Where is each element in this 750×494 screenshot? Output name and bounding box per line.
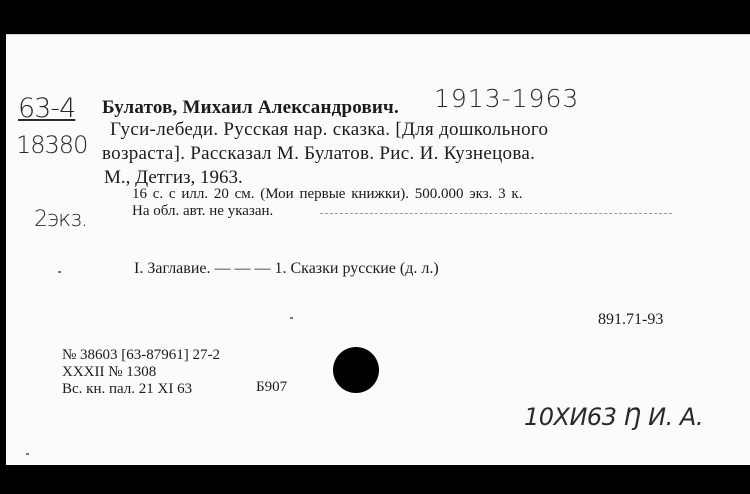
- handwritten-call-number-top: 63-4: [18, 93, 76, 124]
- entry-note-line: На обл. авт. не указан.: [132, 203, 274, 219]
- entry-author-heading: Булатов, Михаил Александрович.: [102, 97, 399, 118]
- handwritten-bottom-right-note: 10XИ63 Ŋ И. А.: [524, 403, 703, 431]
- handwritten-years: 1913-1963: [434, 84, 580, 113]
- entry-description-line: возраста]. Рассказал М. Булатов. Рис. И. Кузнецова.: [102, 143, 536, 164]
- punched-hole: [333, 347, 379, 393]
- speck-mark: [290, 317, 293, 319]
- entry-collation-line: 16 с. с илл. 20 см. (Мои первые книжки). 500.000 экз. 3 к.: [132, 186, 523, 202]
- footer-accession-line: № 38603 [63-87961] 27-2: [62, 347, 221, 363]
- speck-mark: [26, 453, 29, 455]
- entry-imprint-line: М., Детгиз, 1963.: [104, 167, 243, 188]
- entry-title-line: Гуси-лебеди. Русская нар. сказка. [Для дошкольного: [110, 119, 549, 140]
- speck-mark: [58, 271, 61, 273]
- catalog-card: [6, 34, 750, 465]
- footer-series-line: XXXII № 1308: [62, 364, 157, 380]
- handwritten-copies-note: 2экз.: [34, 207, 88, 232]
- handwritten-call-number-bottom: 18380: [16, 131, 88, 159]
- tracings-line: I. Заглавие. — — — 1. Сказки русские (д. л.): [134, 260, 439, 277]
- footer-chamber-line: Вс. кн. пал. 21 XI 63: [62, 381, 193, 397]
- dashed-divider: [320, 213, 672, 214]
- classification-number: 891.71-93: [598, 311, 664, 328]
- footer-code: Б907: [256, 379, 288, 395]
